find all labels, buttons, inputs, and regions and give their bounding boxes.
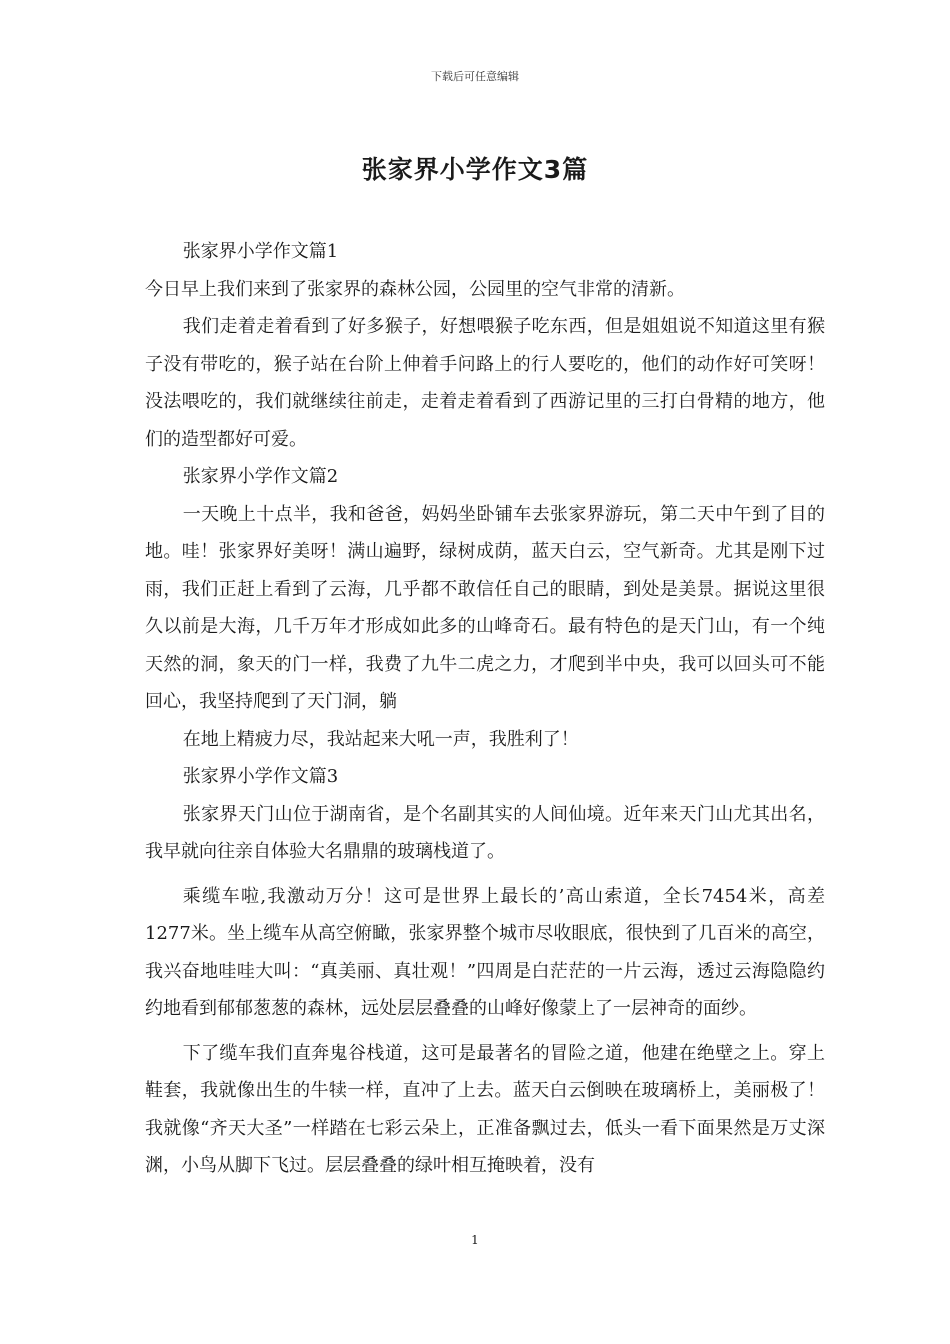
paragraph: 乘缆车啦,我激动万分！这可是世界上最长的’高山索道，全长7454米，高差1277米。坐上缆车从高空俯瞰，张家界整个城市尽收眼底，很快到了几百米的高空，我兴奋地哇哇大叫：“真美丽、真壮观！”四周是白茫茫的一片云海，透过云海隐隐约约地看到郁郁葱葱的森林，远处层层叠叠的山峰好像蒙上了一层神奇的面纱。 <box>145 885 825 1019</box>
paragraph: 今日早上我们来到了张家界的森林公园，公园里的空气非常的清新。 <box>145 278 685 300</box>
paragraph: 我们走着走着看到了好多猴子，好想喂猴子吃东西，但是姐姐说不知道这里有猴子没有带吃的，猴子站在台阶上伸着手问路上的行人要吃的，他们的动作好可笑呀！没法喂吃的，我们就继续往前走，走着走着看到了西游记里的三打白骨精的地方，他们的造型都好可爱。 <box>145 316 825 450</box>
paragraph: 一天晚上十点半，我和爸爸，妈妈坐卧铺车去张家界游玩，第二天中午到了目的地。哇！张家界好美呀！满山遍野，绿树成荫，蓝天白云，空气新奇。尤其是刚下过雨，我们正赶上看到了云海，几乎都不敢信任自己的眼睛，到处是美景。据说这里很久以前是大海，几千万年才形成如此多的山峰奇石。最有特色的是天门山，有一个纯天然的洞，象天的门一样，我费了九牛二虎之力，才爬到半中央，我可以回头可不能回心，我坚持爬到了天门洞，躺 <box>145 503 825 712</box>
paragraph: 下了缆车我们直奔鬼谷栈道，这可是最著名的冒险之道，他建在绝壁之上。穿上鞋套，我就像出生的牛犊一样，直冲了上去。蓝天白云倒映在玻璃桥上，美丽极了！我就像“齐天大圣”一样踏在七彩云朵上，正准备飘过去，低头一看下面果然是万丈深渊，小鸟从脚下飞过。层层叠叠的绿叶相互掩映着，没有 <box>145 1042 825 1176</box>
document-title: 张家界小学作文3篇 <box>361 155 589 184</box>
section-heading-2: 张家界小学作文篇2 <box>182 466 339 487</box>
paragraph: 在地上精疲力尽，我站起来大吼一声，我胜利了！ <box>182 728 579 750</box>
document-body <box>145 233 825 1185</box>
section-heading-1: 张家界小学作文篇1 <box>182 241 339 262</box>
section-heading-3: 张家界小学作文篇3 <box>182 766 339 787</box>
header-note: 下载后可任意编辑 <box>431 70 519 83</box>
page-number: 1 <box>471 1233 479 1247</box>
paragraph: 张家界天门山位于湖南省，是个名副其实的人间仙境。近年来天门山尤其出名，我早就向往亲自体验大名鼎鼎的玻璃栈道了。 <box>145 803 825 862</box>
